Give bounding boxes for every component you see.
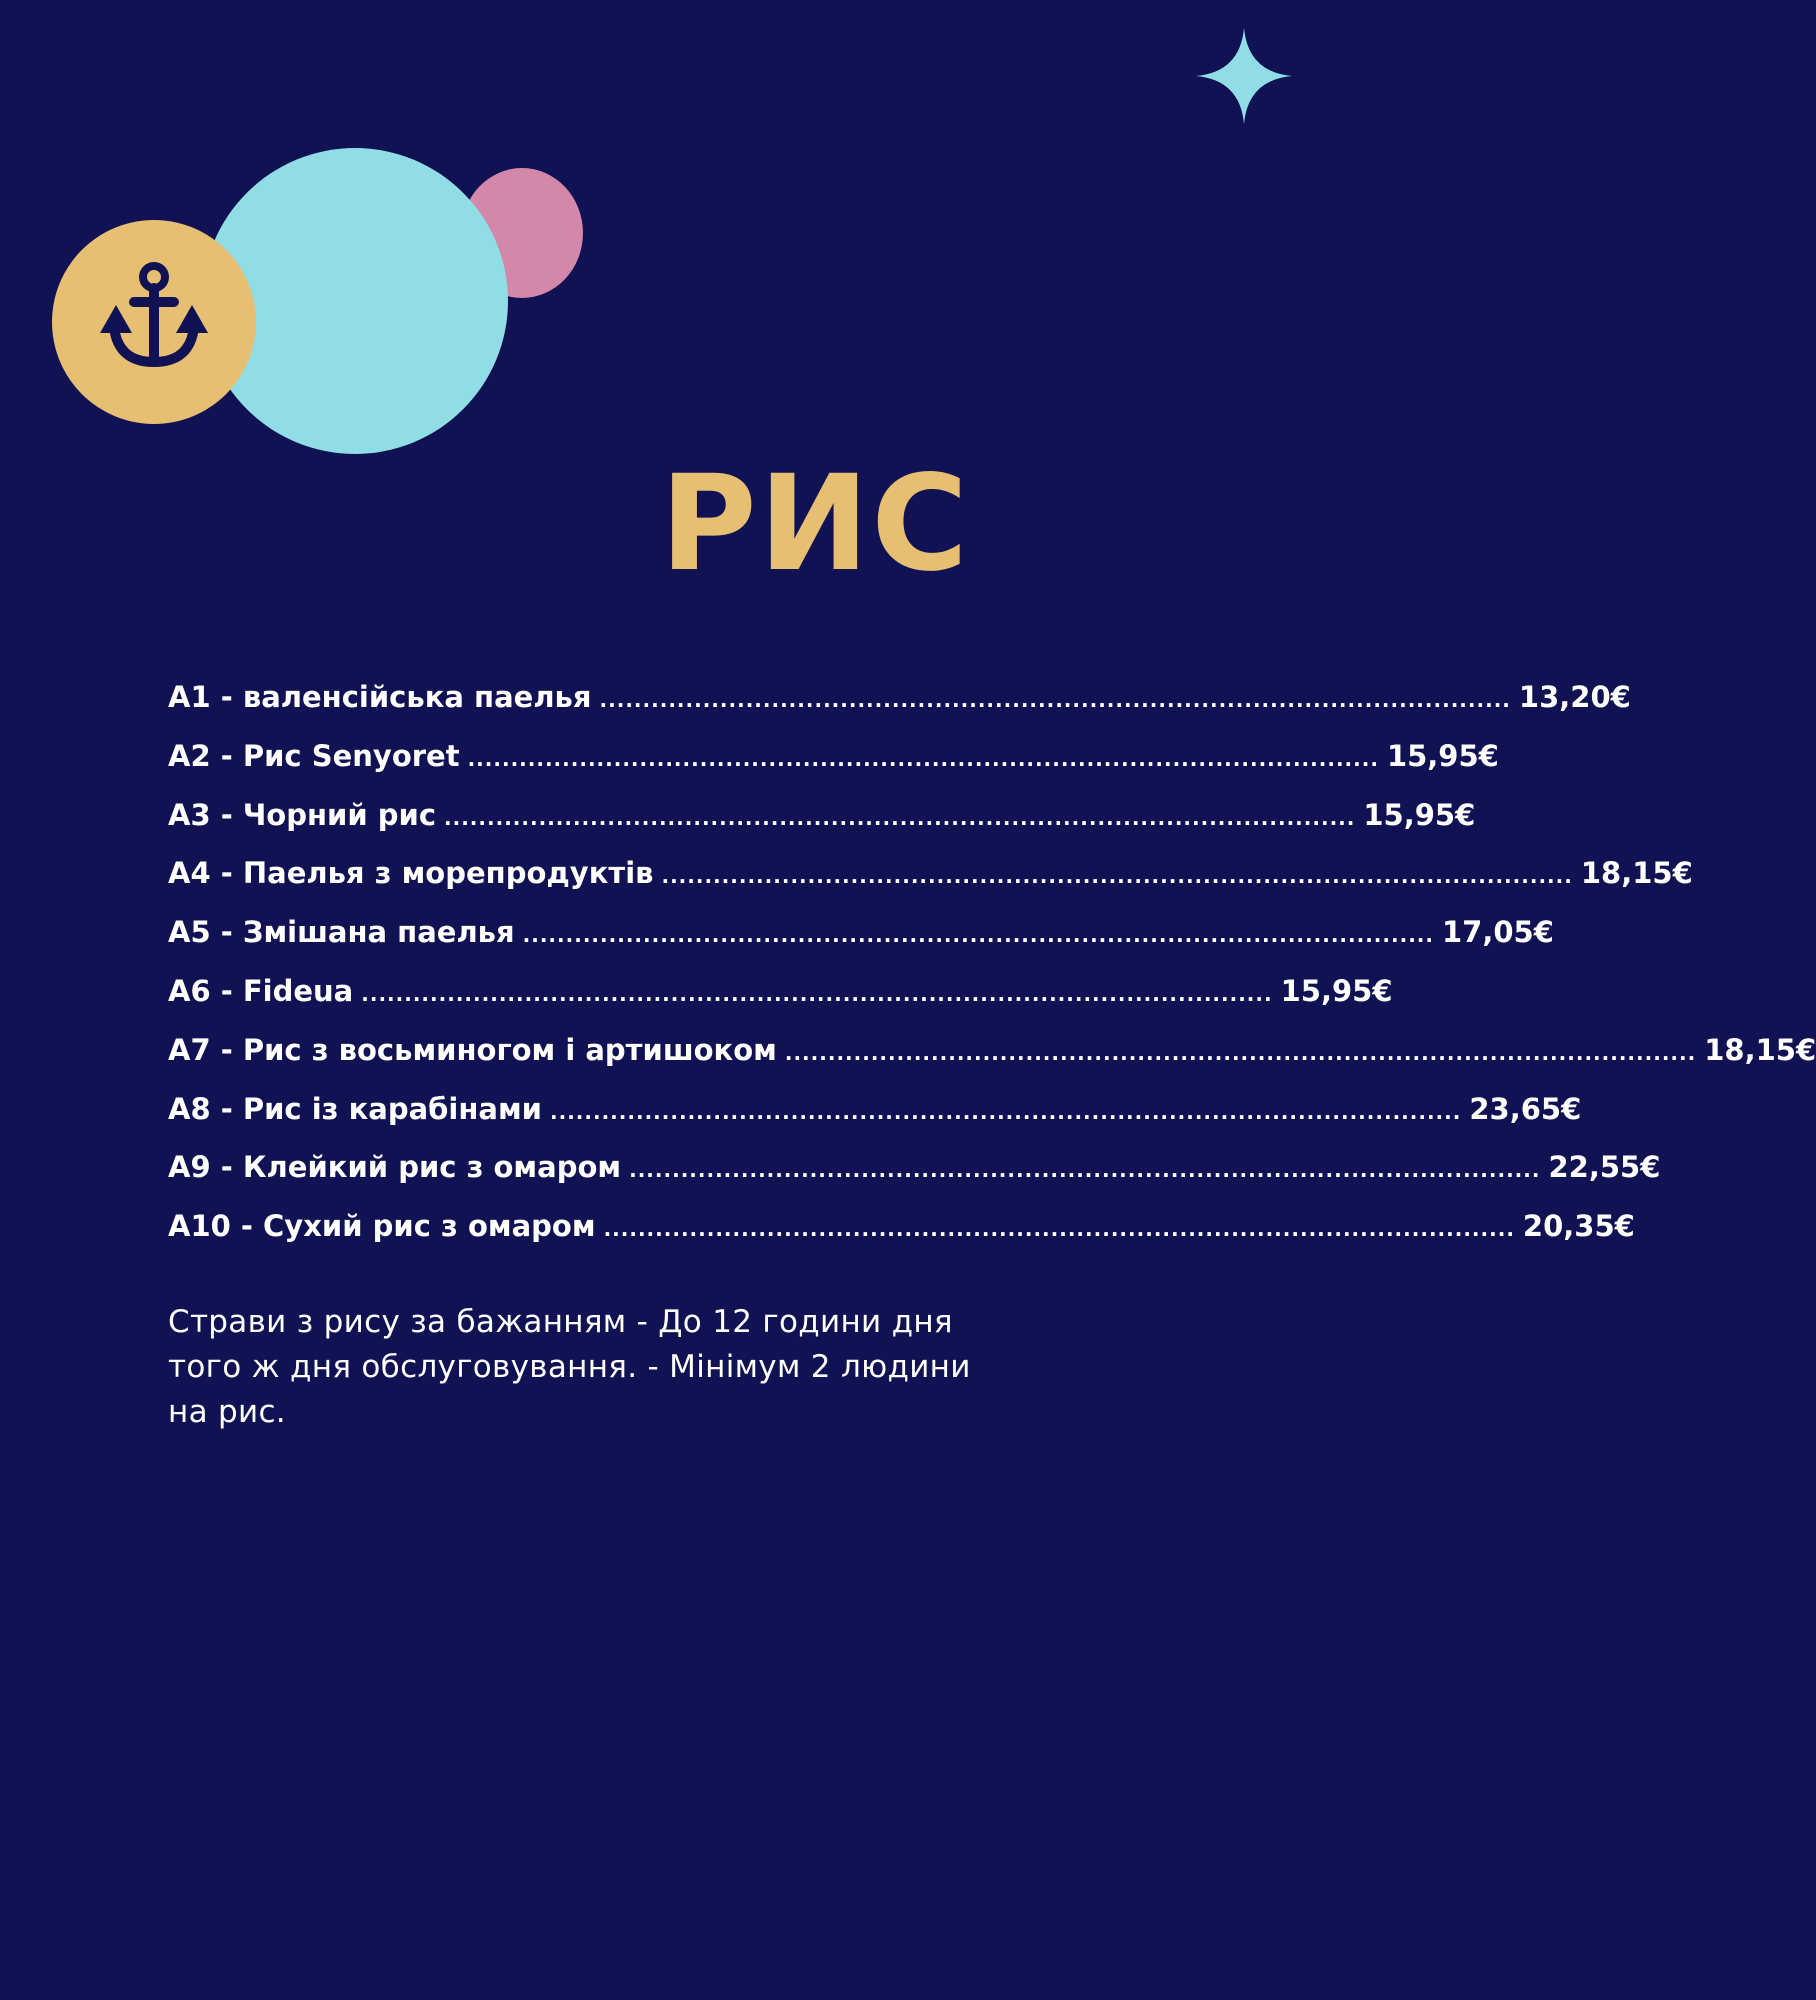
menu-item — [168, 797, 1476, 857]
page-title: РИС — [660, 447, 971, 601]
menu-item — [168, 973, 1393, 1033]
menu-item-name: A1 - валенсійська паелья — [168, 680, 592, 714]
dot-leader: .......................................................................................................... — [661, 864, 1573, 889]
menu-item-name: A7 - Рис з восьминогом і артишоком — [168, 1032, 777, 1067]
dot-leader: .......................................................................................................... — [599, 688, 1511, 712]
menu-note: Страви з рису за бажанням - До 12 години дня того ж дня обслуговування. - Мінімум 2 людини на рис. — [168, 1304, 971, 1430]
menu-item — [168, 915, 1554, 974]
dot-leader: .......................................................................................................... — [629, 1158, 1541, 1183]
menu-item — [168, 856, 1693, 915]
sparkle-icon — [1196, 28, 1292, 124]
menu-item — [168, 1150, 1661, 1209]
dot-leader: .......................................................................................................... — [522, 923, 1434, 948]
menu-item-price: 13,20€ — [1518, 680, 1631, 714]
dot-leader: .......................................................................................................... — [550, 1099, 1462, 1124]
menu-item — [168, 738, 1499, 798]
menu-item-price: 15,95€ — [1280, 973, 1393, 1008]
menu-item-name: A6 - Fideua — [168, 973, 354, 1008]
dot-leader: .......................................................................................................... — [444, 805, 1356, 830]
menu-item-price: 17,05€ — [1442, 915, 1554, 950]
menu-item — [168, 1091, 1582, 1151]
dot-leader: .......................................................................................................... — [603, 1217, 1515, 1242]
menu-item — [168, 1209, 1635, 1268]
menu-item-price: 20,35€ — [1522, 1209, 1635, 1244]
menu-item-price: 22,55€ — [1548, 1150, 1661, 1185]
menu-item-name: A10 - Сухий рис з омаром — [168, 1209, 596, 1244]
menu-item — [168, 1032, 1816, 1092]
menu-item-name: A4 - Паелья з морепродуктів — [168, 856, 654, 891]
menu-item-name: A8 - Рис із карабінами — [168, 1091, 542, 1126]
menu-item-price: 18,15€ — [1580, 856, 1693, 891]
anchor-icon — [96, 257, 212, 377]
menu-item-price: 15,95€ — [1363, 797, 1476, 832]
dot-leader: .......................................................................................................... — [361, 981, 1273, 1006]
dot-leader: .......................................................................................................... — [784, 1040, 1697, 1065]
menu-item — [168, 680, 1631, 739]
menu-item-name: A9 - Клейкий рис з омаром — [168, 1150, 622, 1185]
menu-item-name: A5 - Змішана паелья — [168, 915, 515, 950]
menu-item-name: A3 - Чорний рис — [168, 797, 437, 832]
menu-list — [168, 680, 1816, 1268]
menu-item-name: A2 - Рис Senyoret — [168, 738, 460, 773]
dot-leader: .......................................................................................................... — [467, 746, 1379, 771]
menu-item-price: 15,95€ — [1386, 738, 1499, 773]
menu-item-price: 23,65€ — [1469, 1091, 1582, 1126]
menu-item-price: 18,15€ — [1704, 1032, 1816, 1067]
